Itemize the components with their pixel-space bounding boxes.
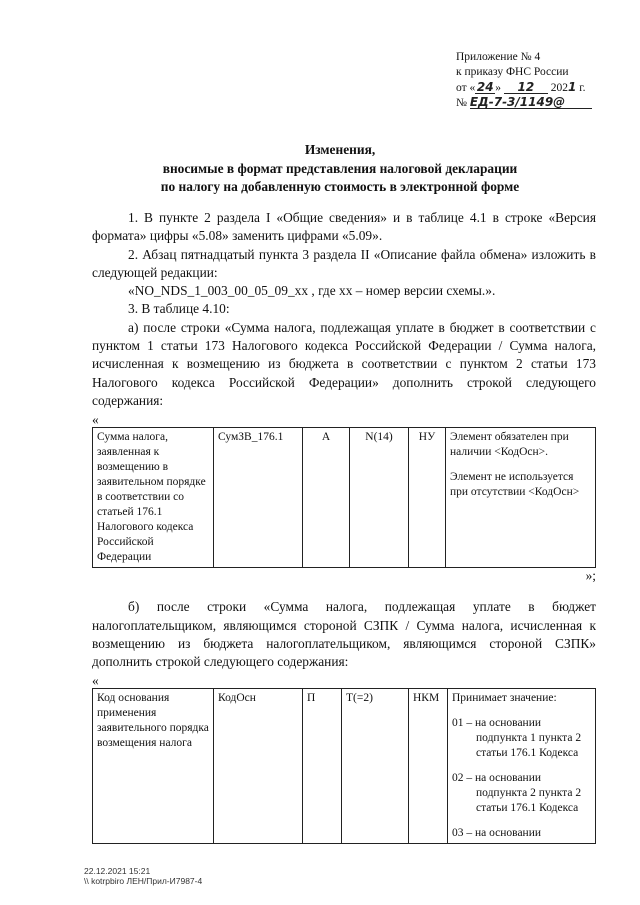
quote-open-1: «	[92, 412, 99, 428]
quote-open-2: «	[92, 673, 99, 689]
handwritten-month: 12	[504, 81, 548, 94]
cell-required: НУ	[409, 428, 446, 568]
quote-close-1: »;	[585, 568, 596, 584]
cell-type: А	[303, 428, 350, 568]
handwritten-year-digit: 1	[568, 80, 577, 94]
table-row	[93, 428, 596, 568]
cell-required: НКМ	[409, 689, 448, 844]
document-title: Изменения, вносимые в формат представления налоговой декларации по налогу на добавленную стоимость в электронной форме	[160, 142, 520, 194]
paragraph-4: 3. В таблице 4.10:	[128, 301, 230, 317]
handwritten-day: 24	[476, 80, 494, 94]
cell-format: T(=2)	[342, 689, 409, 844]
paragraph-2: 2. Абзац пятнадцатый пункта 3 раздела II «Описание файла обмена» изложить в следующей редакции:	[92, 246, 596, 280]
paragraph-5a: а) после строки «Сумма налога, подлежащая уплате в бюджет в соответствии с пунктом 1 статьи 173 Налогового кодекса Российской Федерации / Сумма налога, исчисленная к возмещению из бюджета в соответствии с пунктом 2 статьи 173 Налогового кодекса Российской Федерации» дополнить строкой следующего содержания:	[92, 319, 596, 408]
inserted-row-table-1	[92, 427, 596, 568]
document-body	[92, 209, 596, 844]
cell-code: СумЗВ_176.1	[214, 428, 303, 568]
inserted-row-table-2	[92, 688, 596, 844]
cell-type: П	[303, 689, 342, 844]
appendix-line1: Приложение № 4	[456, 51, 541, 63]
paragraph-1: 1. В пункте 2 раздела I «Общие сведения» и в таблице 4.1 в строке «Версия формата» цифры «5.08» заменить цифрами «5.09».	[92, 210, 596, 244]
paragraph-5b: б) после строки «Сумма налога, подлежащая уплате в бюджет налогоплательщиком, являющимся стороной СЗПК / Сумма налога, исчисленная к возмещению из бюджета налогоплательщиком, являющимся стороной СЗПК» дополнить строкой следующего содержания:	[92, 599, 596, 670]
cell-format: N(14)	[350, 428, 409, 568]
cell-name: Сумма налога, заявленная к возмещению в заявительном порядке в соответствии со статьей 176.1 Налогового кодекса Российской Федерации	[93, 428, 214, 568]
appendix-date: от « 24 » 12 2021 г.	[456, 80, 586, 94]
paragraph-3: «NO_NDS_1_003_00_05_09_xx , где хх – номер версии схемы.».	[128, 283, 496, 299]
cell-notes: Элемент обязателен при наличии <КодОсн>. Элемент не используется при отсутствии <КодОсн>	[446, 428, 596, 568]
appendix-header	[456, 50, 592, 111]
table-row	[93, 689, 596, 844]
appendix-line2: к приказу ФНС России	[456, 66, 569, 78]
cell-name: Код основания применения заявительного порядка возмещения налога	[93, 689, 214, 844]
cell-code: КодОсн	[214, 689, 303, 844]
file-footer: 22.12.2021 15:21 \\ kotrpbiro ЛЕН/Прил-И7987-4	[84, 866, 203, 886]
handwritten-order-number: ЕД-7-3/1149@	[470, 96, 592, 109]
cell-values: Принимает значение: 01 – на основании подпункта 1 пункта 2 статьи 176.1 Кодекса 02 – на основании подпункта 2 пункта 2 статьи 176.1 Кодекса 03 – на основании	[448, 689, 596, 844]
appendix-number: № ЕД-7-3/1149@	[456, 96, 592, 111]
